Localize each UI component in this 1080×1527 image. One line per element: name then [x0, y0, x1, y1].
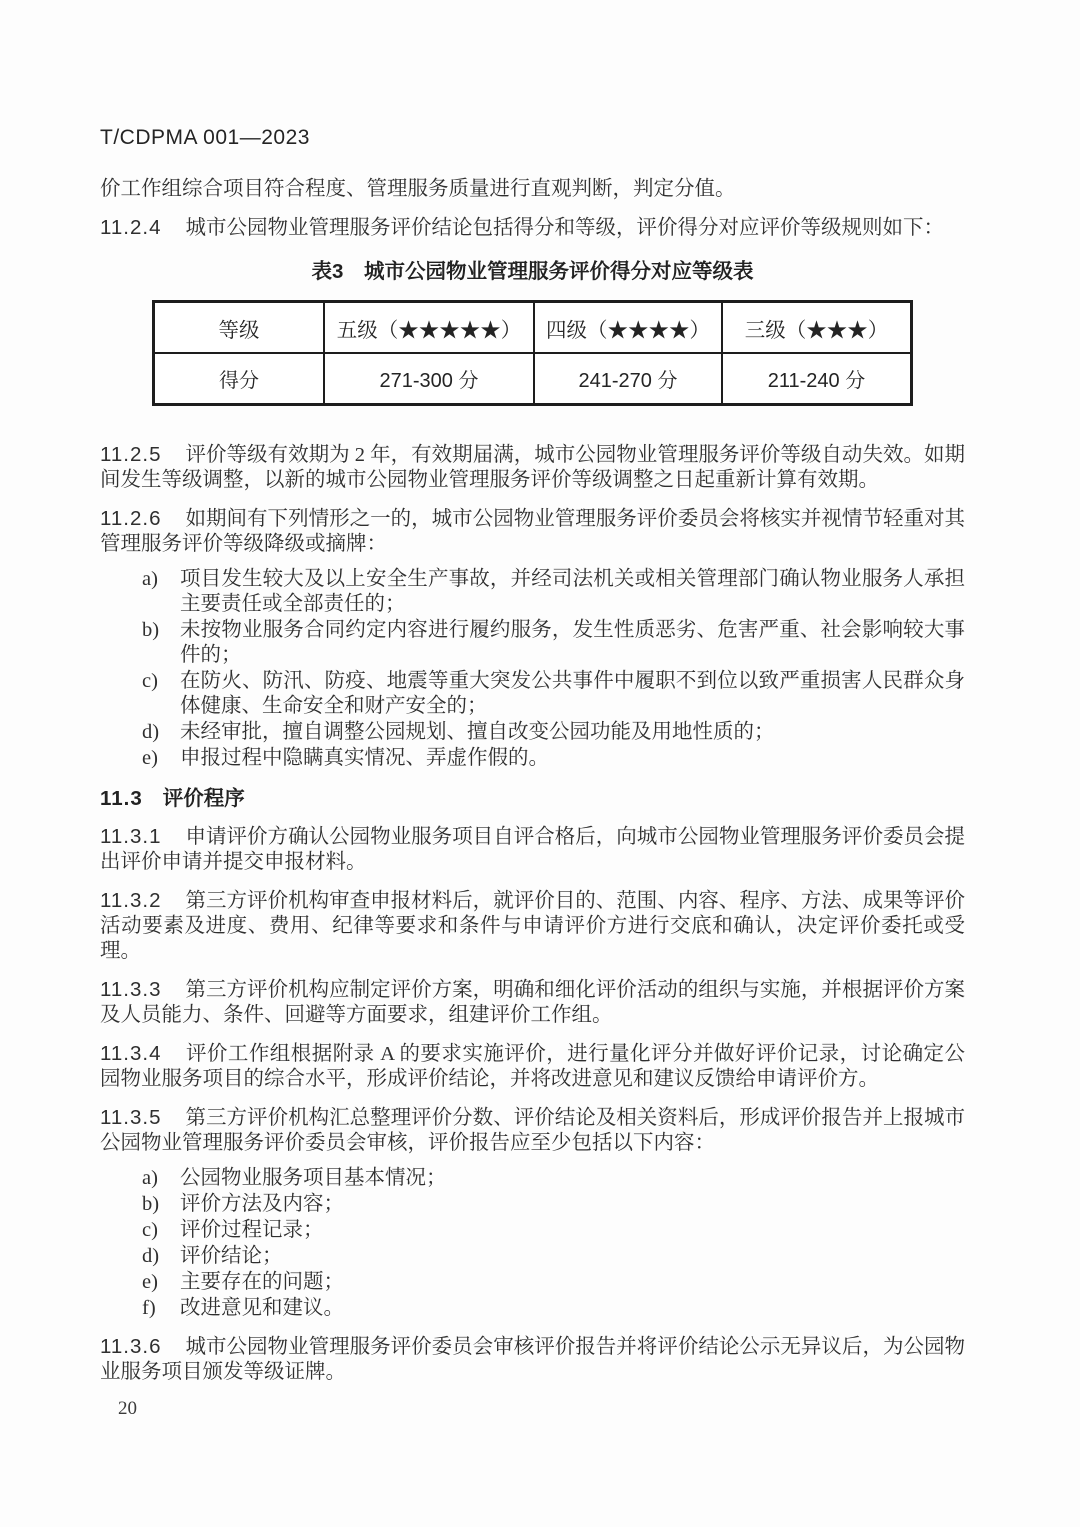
table3 — [152, 300, 913, 406]
list-item — [100, 1270, 965, 1295]
list-item-label: d) — [142, 1245, 160, 1267]
clause-number: 11.3.5 — [100, 1106, 162, 1129]
clause-number: 11.3.3 — [100, 978, 162, 1001]
paragraph-continuation: 价工作组综合项目符合程度、管理服务质量进行直观判断，判定分值。 — [100, 178, 736, 200]
table3-caption: 表3 城市公园物业管理服务评价得分对应等级表 — [311, 260, 754, 283]
table3-wrapper — [100, 300, 965, 406]
list-item-label: b) — [142, 1193, 160, 1215]
clause-number: 11.3.6 — [100, 1335, 162, 1358]
table-cell: 211-240 分 — [722, 353, 912, 405]
list-item-text: 在防火、防汛、防疫、地震等重大突发公共事件中履职不到位以致严重损害人民群众身体健康、生命安全和财产安全的； — [180, 670, 965, 717]
page-number: 20 — [118, 1398, 137, 1419]
clause-11-3-4 — [100, 1041, 965, 1092]
table-header-cell: 三级（★★★） — [722, 302, 912, 354]
section-title: 评价程序 — [162, 787, 245, 810]
clause-number: 11.3.1 — [100, 825, 162, 848]
list-item-text: 主要存在的问题； — [180, 1271, 344, 1293]
list-item — [100, 618, 965, 668]
list-item — [100, 669, 965, 719]
list-item-text: 公园物业服务项目基本情况； — [180, 1167, 447, 1189]
list-item — [100, 567, 965, 617]
list-item — [100, 746, 965, 771]
list-item — [100, 720, 965, 745]
clause-number: 11.3.2 — [100, 889, 162, 912]
table-cell: 得分 — [154, 353, 325, 405]
clause-11-2-4 — [100, 215, 965, 241]
list-item-label: f) — [142, 1297, 156, 1319]
list-item-text: 改进意见和建议。 — [180, 1297, 344, 1319]
list-11-3-5 — [100, 1166, 965, 1321]
clause-number: 11.2.6 — [100, 507, 162, 530]
list-item-text: 未按物业服务合同约定内容进行履约服务，发生性质恶劣、危害严重、社会影响较大事件的； — [180, 619, 965, 666]
list-item-label: b) — [142, 619, 160, 641]
list-item — [100, 1244, 965, 1269]
clause-number: 11.3.4 — [100, 1042, 162, 1065]
table-row — [154, 302, 912, 354]
list-item-text: 项目发生较大及以上安全生产事故，并经司法机关或相关管理部门确认物业服务人承担主要责任或全部责任的； — [180, 568, 965, 615]
table-header-cell: 四级（★★★★） — [534, 302, 722, 354]
clause-text: 第三方评价机构应制定评价方案，明确和细化评价活动的组织与实施，并根据评价方案及人员能力、条件、回避等方面要求，组建评价工作组。 — [100, 979, 965, 1026]
list-item-label: a) — [142, 568, 158, 590]
clause-text: 如期间有下列情形之一的，城市公园物业管理服务评价委员会将核实并视情节轻重对其管理服务评价等级降级或摘牌： — [100, 508, 965, 555]
list-item-text: 评价方法及内容； — [180, 1193, 344, 1215]
clause-11-3-2 — [100, 888, 965, 964]
clause-11-3-3 — [100, 977, 965, 1028]
clause-text: 申请评价方确认公园物业服务项目自评合格后，向城市公园物业管理服务评价委员会提出评价申请并提交申报材料。 — [100, 826, 965, 873]
section-number: 11.3 — [100, 787, 143, 810]
clause-11-3-1 — [100, 824, 965, 875]
doc-code: T/CDPMA 001—2023 — [100, 126, 310, 149]
clause-text: 城市公园物业管理服务评价委员会审核评价报告并将评价结论公示无异议后，为公园物业服务项目颁发等级证牌。 — [100, 1336, 965, 1383]
clause-text: 城市公园物业管理服务评价结论包括得分和等级，评价得分对应评价等级规则如下： — [185, 217, 944, 239]
section-heading-11-3 — [100, 781, 965, 811]
list-item — [100, 1218, 965, 1243]
list-item-label: c) — [142, 1219, 158, 1241]
list-item-label: e) — [142, 747, 158, 769]
clause-11-3-6 — [100, 1334, 965, 1385]
list-item-text: 评价结论； — [180, 1245, 283, 1267]
list-11-2-6 — [100, 567, 965, 771]
clause-number: 11.2.4 — [100, 216, 162, 239]
clause-11-2-5 — [100, 442, 965, 493]
table-header-cell: 五级（★★★★★） — [324, 302, 534, 354]
table-cell: 271-300 分 — [324, 353, 534, 405]
clause-text: 评价工作组根据附录 A 的要求实施评价，进行量化评分并做好评价记录，讨论确定公园物业服务项目的综合水平，形成评价结论，并将改进意见和建议反馈给申请评价方。 — [100, 1043, 965, 1090]
list-item — [100, 1166, 965, 1191]
table-row — [154, 353, 912, 405]
clause-text: 评价等级有效期为 2 年，有效期届满，城市公园物业管理服务评价等级自动失效。如期间发生等级调整，以新的城市公园物业管理服务评价等级调整之日起重新计算有效期。 — [100, 444, 965, 491]
clause-11-2-6 — [100, 506, 965, 557]
clause-11-3-5 — [100, 1105, 965, 1156]
list-item-label: e) — [142, 1271, 158, 1293]
clause-text: 第三方评价机构审查申报材料后，就评价目的、范围、内容、程序、方法、成果等评价活动要素及进度、费用、纪律等要求和条件与申请评价方进行交底和确认，决定评价委托或受理。 — [100, 890, 965, 962]
clause-number: 11.2.5 — [100, 443, 162, 466]
list-item-label: a) — [142, 1167, 158, 1189]
list-item — [100, 1296, 965, 1321]
list-item-label: c) — [142, 670, 158, 692]
clause-text: 第三方评价机构汇总整理评价分数、评价结论及相关资料后，形成评价报告并上报城市公园物业管理服务评价委员会审核，评价报告应至少包括以下内容： — [100, 1107, 965, 1154]
table-cell: 241-270 分 — [534, 353, 722, 405]
document-page — [100, 126, 965, 1385]
list-item-text: 未经审批，擅自调整公园规划、擅自改变公园功能及用地性质的； — [180, 721, 775, 743]
table-header-cell: 等级 — [154, 302, 325, 354]
list-item-label: d) — [142, 721, 160, 743]
list-item-text: 评价过程记录； — [180, 1219, 324, 1241]
list-item-text: 申报过程中隐瞒真实情况、弄虚作假的。 — [180, 747, 549, 769]
list-item — [100, 1192, 965, 1217]
